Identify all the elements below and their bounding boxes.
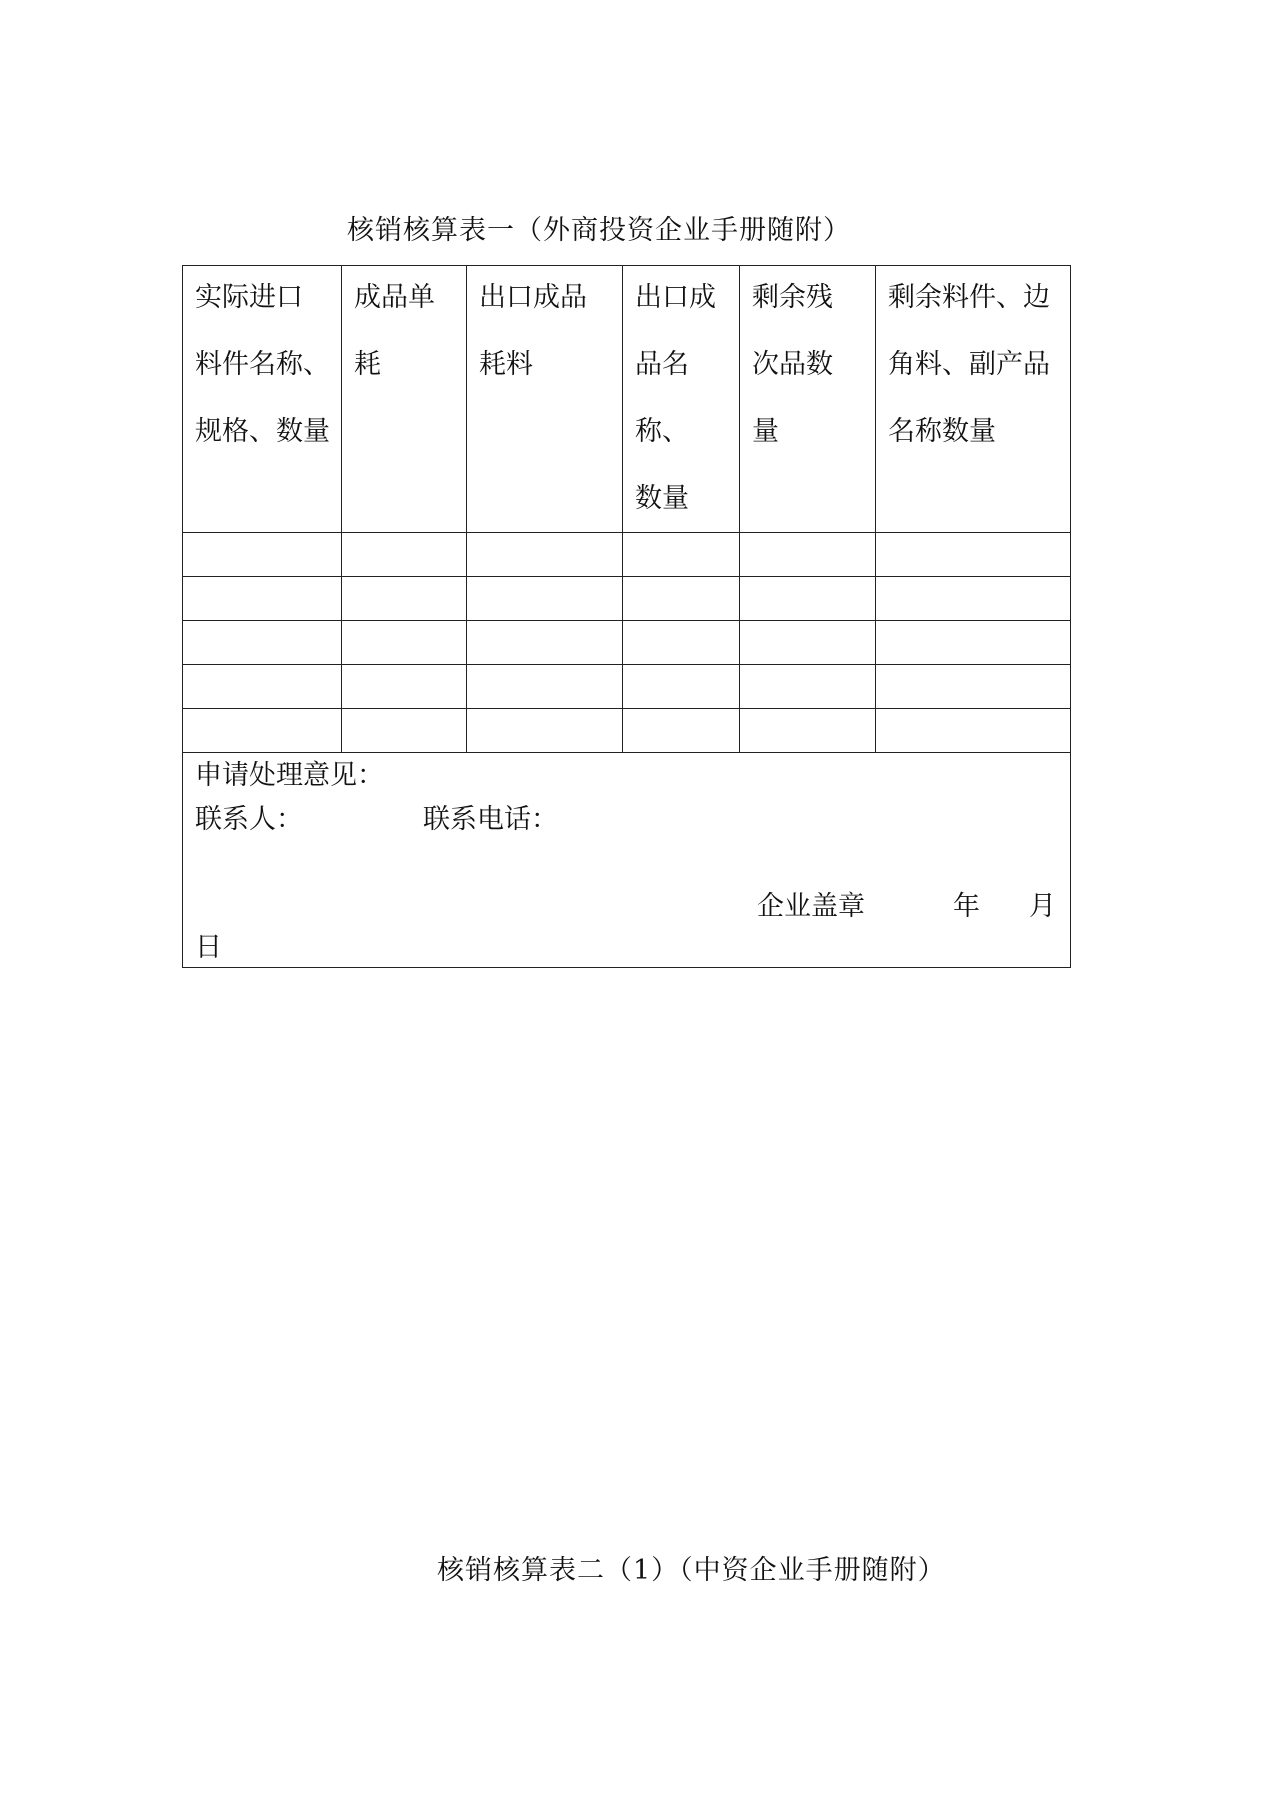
table-row [183,577,1071,621]
table-cell[interactable] [183,665,342,709]
table-row [183,621,1071,665]
header-label: 剩余料件、边 角料、副产品 名称数量 [888,282,1050,447]
table-cell[interactable] [467,577,623,621]
table-row [183,533,1071,577]
table-cell[interactable] [623,533,740,577]
table-cell[interactable] [623,577,740,621]
verification-table-one [182,265,1071,968]
table-row [183,709,1071,753]
company-seal-label: 企业盖章 [757,891,865,922]
table-row [183,665,1071,709]
day-label: 日 [195,932,222,963]
month-label: 月 [1029,891,1056,922]
table-cell[interactable] [342,621,467,665]
table-cell[interactable] [740,709,876,753]
footer-row [183,753,1071,968]
table-cell[interactable] [740,577,876,621]
year-label: 年 [953,891,980,922]
header-label: 出口成 品名称、 数量 [635,282,716,514]
table-cell[interactable] [876,665,1071,709]
table-cell[interactable] [623,665,740,709]
header-cell-imported-materials [183,266,342,533]
table-cell[interactable] [623,621,740,665]
header-label: 实际进口 料件名称、 规格、数量 [195,282,330,447]
table-cell[interactable] [623,709,740,753]
table-cell[interactable] [467,665,623,709]
table-cell[interactable] [876,533,1071,577]
header-cell-defective-quantity [740,266,876,533]
table-cell[interactable] [876,577,1071,621]
table-cell[interactable] [183,577,342,621]
header-row [183,266,1071,533]
header-label: 剩余残 次品数 量 [752,282,833,447]
opinion-label: 申请处理意见： [195,760,384,791]
table-cell[interactable] [467,709,623,753]
table-cell[interactable] [342,577,467,621]
table-cell[interactable] [342,533,467,577]
table-cell[interactable] [876,709,1071,753]
table-cell[interactable] [183,533,342,577]
header-label: 出口成品 耗料 [479,282,587,380]
table-cell[interactable] [740,621,876,665]
table-cell[interactable] [740,665,876,709]
table-cell[interactable] [342,709,467,753]
header-cell-export-products [623,266,740,533]
contact-person-label: 联系人： [195,804,303,835]
contact-phone-label: 联系电话： [423,804,558,835]
table-cell[interactable] [342,665,467,709]
table-one-title: 核销核算表一（外商投资企业手册随附） [347,215,851,246]
table-cell[interactable] [876,621,1071,665]
application-opinion-cell [183,753,1071,968]
table-cell[interactable] [183,621,342,665]
table-cell[interactable] [183,709,342,753]
table-two-title: 核销核算表二（1）（中资企业手册随附） [437,1555,946,1586]
table-cell[interactable] [740,533,876,577]
table-cell[interactable] [467,533,623,577]
header-cell-export-consumption [467,266,623,533]
table-cell[interactable] [467,621,623,665]
header-cell-unit-consumption [342,266,467,533]
header-cell-remaining-materials [876,266,1071,533]
header-label: 成品单 耗 [354,282,435,380]
